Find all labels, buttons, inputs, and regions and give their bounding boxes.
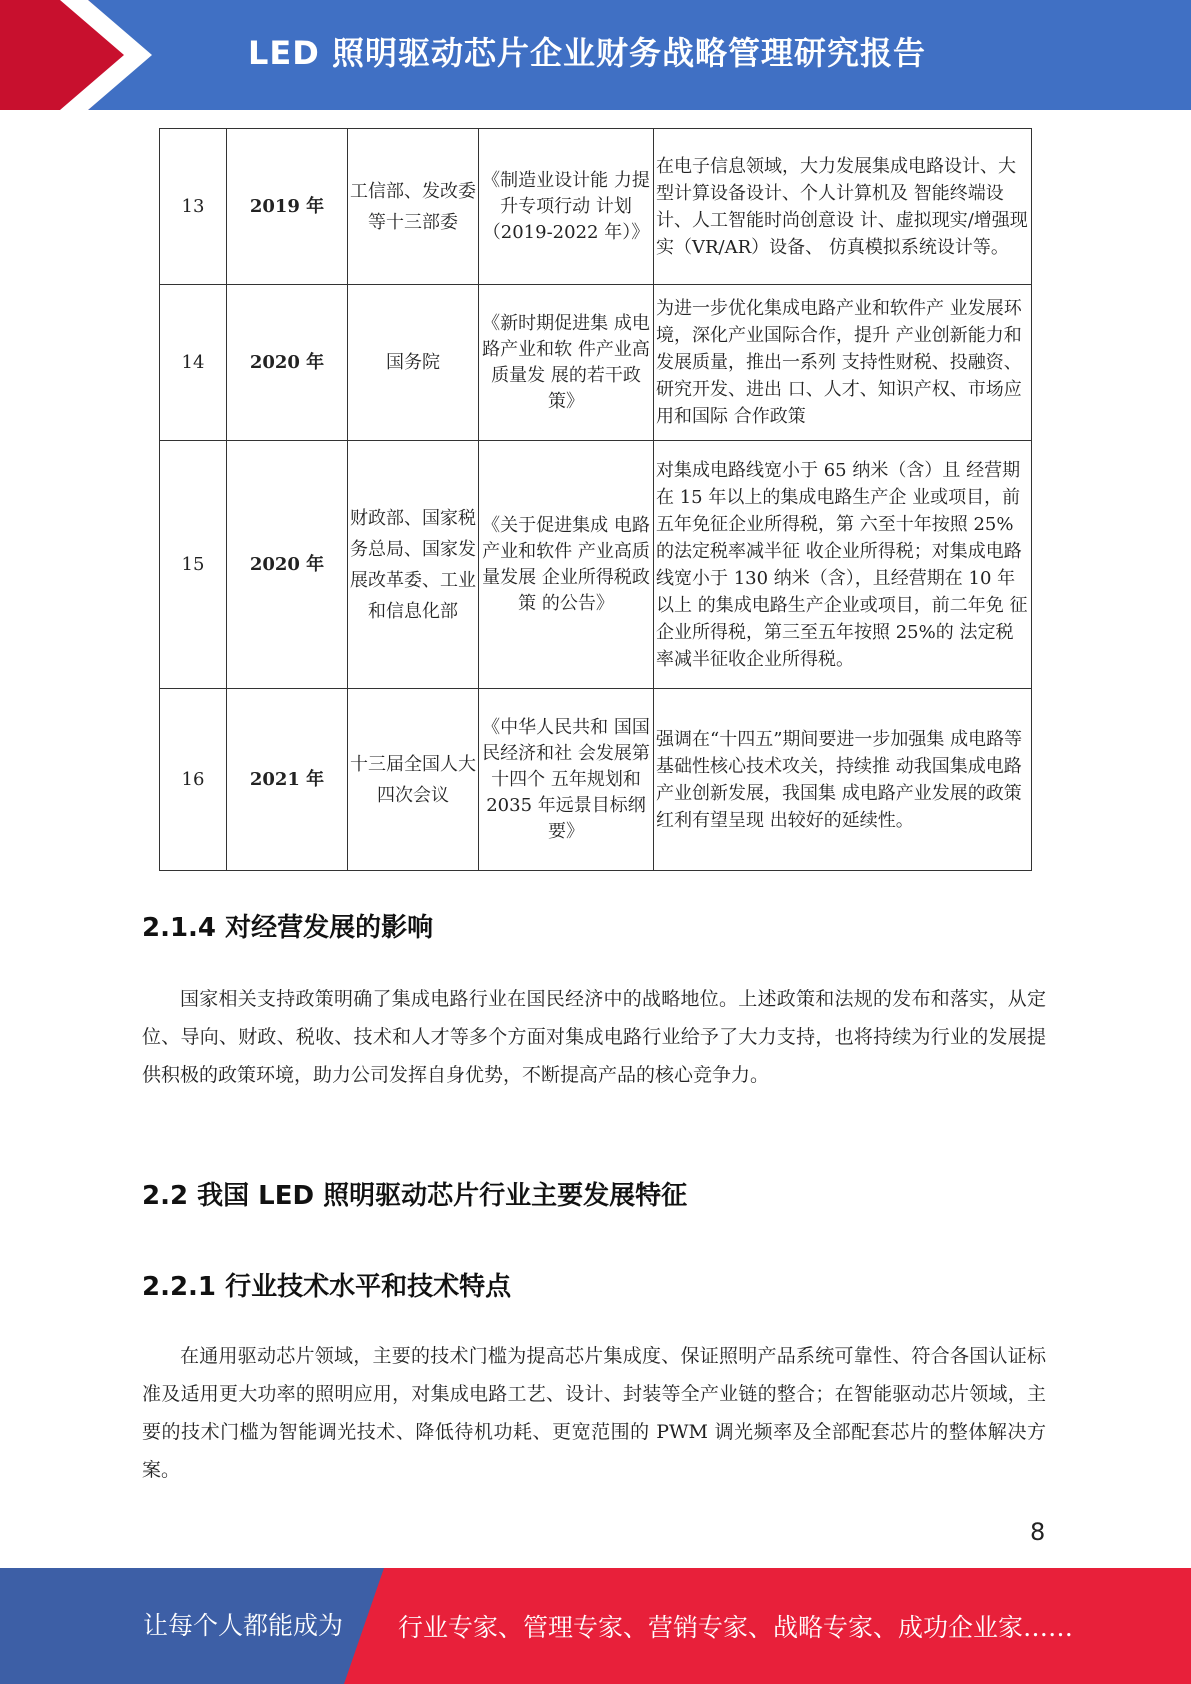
- row-year: 2020 年: [227, 441, 348, 689]
- page-footer: [0, 1568, 1191, 1684]
- page-number: 8: [1030, 1518, 1046, 1546]
- row-number: 15: [160, 441, 227, 689]
- section-heading-2-1-4: 2.1.4 对经营发展的影响: [142, 913, 434, 943]
- row-department: 工信部、发改委等十三部委: [348, 129, 479, 285]
- table-row: [160, 689, 1032, 871]
- table-row: [160, 441, 1032, 689]
- page-header: [0, 0, 1191, 110]
- section-heading-2-2-1: 2.2.1 行业技术水平和技术特点: [142, 1272, 512, 1302]
- section-paragraph-2-2-1: 在通用驱动芯片领域，主要的技术门槛为提高芯片集成度、保证照明产品系统可靠性、符合各国认证标准及适用更大功率的照明应用，对集成电路工艺、设计、封装等全产业链的整合；在智能驱动芯片领域，主要的技术门槛为智能调光技术、降低待机功耗、更宽范围的 PWM 调光频率及全部配套芯片的整体解决方案。: [142, 1345, 1046, 1481]
- table-row: [160, 129, 1032, 285]
- row-year: 2019 年: [227, 129, 348, 285]
- policy-table: [159, 128, 1032, 871]
- footer-slogan-right: 行业专家、管理专家、营销专家、战略专家、成功企业家……: [398, 1613, 1074, 1642]
- row-content: 对集成电路线宽小于 65 纳米（含）且 经营期在 15 年以上的集成电路生产企 业或项目，前五年免征企业所得税，第 六至十年按照 25%的法定税率减半征 收企业所得税；对集成电路线宽小于 130 纳米（含），且经营期在 10 年以上 的集成电路生产企业或项目，前二年免 征企业所得税，第三至五年按照 25%的 法定税率减半征收企业所得税。: [654, 441, 1032, 689]
- row-content: 强调在“十四五”期间要进一步加强集 成电路等基础性核心技术攻关，持续推 动我国集成电路产业创新发展，我国集 成电路产业发展的政策红利有望呈现 出较好的延续性。: [654, 689, 1032, 871]
- row-content: 在电子信息领域，大力发展集成电路设计、大型计算设备设计、个人计算机及 智能终端设计、人工智能时尚创意设 计、虚拟现实/增强现实（VR/AR）设备、 仿真模拟系统设计等。: [654, 129, 1032, 285]
- row-document: 《关于促进集成 电路产业和软件 产业高质量发展 企业所得税政策 的公告》: [479, 441, 654, 689]
- row-content: 为进一步优化集成电路产业和软件产 业发展环境，深化产业国际合作，提升 产业创新能力和发展质量，推出一系列 支持性财税、投融资、研究开发、进出 口、人才、知识产权、市场应用和国际 合作政策: [654, 285, 1032, 441]
- section-paragraph-2-1-4: 国家相关支持政策明确了集成电路行业在国民经济中的战略地位。上述政策和法规的发布和落实，从定位、导向、财政、税收、技术和人才等多个方面对集成电路行业给予了大力支持，也将持续为行业的发展提供积极的政策环境，助力公司发挥自身优势，不断提高产品的核心竞争力。: [142, 988, 1046, 1086]
- row-department: 十三届全国人大四次会议: [348, 689, 479, 871]
- table-row: [160, 285, 1032, 441]
- row-number: 16: [160, 689, 227, 871]
- row-document: 《制造业设计能 力提升专项行动 计划（2019-2022 年）》: [479, 129, 654, 285]
- footer-slogan-left: 让每个人都能成为: [143, 1611, 344, 1640]
- report-title: LED 照明驱动芯片企业财务战略管理研究报告: [248, 34, 926, 72]
- row-number: 14: [160, 285, 227, 441]
- row-document: 《中华人民共和 国国民经济和社 会发展第十四个 五年规划和 2035 年远景目标纲 要》: [479, 689, 654, 871]
- row-year: 2021 年: [227, 689, 348, 871]
- section-heading-2-2: 2.2 我国 LED 照明驱动芯片行业主要发展特征: [142, 1181, 688, 1211]
- row-document: 《新时期促进集 成电路产业和软 件产业高质量发 展的若干政策》: [479, 285, 654, 441]
- row-department: 财政部、国家税务总局、国家发展改革委、工业和信息化部: [348, 441, 479, 689]
- row-department: 国务院: [348, 285, 479, 441]
- row-year: 2020 年: [227, 285, 348, 441]
- row-number: 13: [160, 129, 227, 285]
